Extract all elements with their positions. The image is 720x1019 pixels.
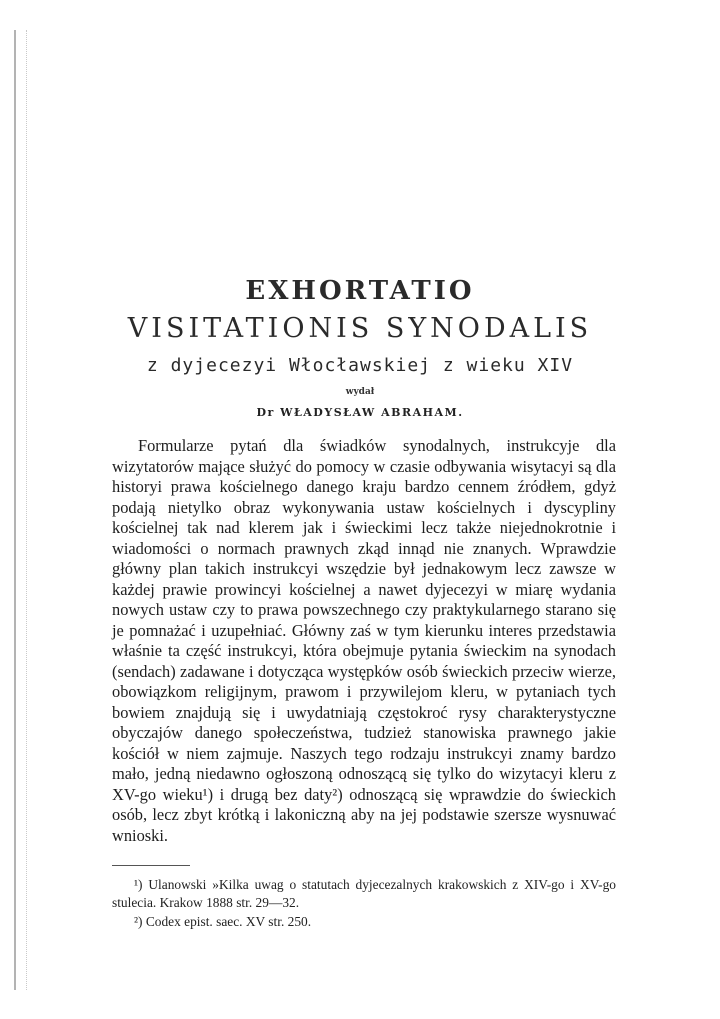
footnote-1: ¹) Ulanowski »Kilka uwag o statutach dyjecezalnych krakowskich z XIV-go i XV-go stulecia. Krakow 1888 str. 29—32. bbox=[112, 877, 616, 910]
footnote-divider bbox=[112, 865, 190, 866]
subtitle: z dyjecezyi Włocławskiej z wieku XIV bbox=[146, 355, 574, 376]
title-visitationis-synodalis: VISITATIONIS SYNODALIS bbox=[127, 313, 593, 344]
binding-edge bbox=[14, 30, 27, 990]
edited-by-label: wydał bbox=[345, 387, 375, 397]
title-exhortatio: EXHORTATIO bbox=[245, 276, 475, 306]
body-paragraph: Formularze pytań dla świadków synodalnych, instrukcyje dla wizytatorów mające służyć do pomocy w czasie odbywania wisytacyi są dla historyi prawa kościelnego danego kraju bardzo cennem źródłem, gdyż podają nietylko obraz wykonywania ustaw kościelnych i dyscypliny kościelnej tak nad klerem jak i świeckimi lecz także niejednokrotnie i wiadomości o normach prawnych zkąd innąd nie znanych. Wprawdzie główny plan takich instrukcyi wszędzie był jednakowym lecz zawsze w każdej prawie prowincyi kościelnej a nawet dyjecezyi w miarę wydania nowych ustaw czy to prawa powszechnego czy praktykularnego starano się je pomnażać i uzupełniać. Główny zaś w tym kierunku interes przedstawia właśnie ta część instrukcyi, która obejmuje pytania świeckim na synodach (sendach) zadawane i dotycząca występków osób świeckich przeciw wierze, obowiązkom religijnym, prawom i przywilejom kleru, w pytaniach tych bowiem znajdują się i uwydatniają częstokroć rysy charakterystyczne obyczajów danego społeczeństwa, tudzież stanowiska prawnego jakie kościół w niem zajmuje. Naszych tego rodzaju instrukcyi znamy bardzo mało, jedną niedawno ogłoszoną odnoszącą się tylko do wizytacyi kleru z XV-go wieku¹) i drugą bez daty²) odnoszącą się wprawdzie do świeckich osób, lecz zbyt krótką i lakoniczną aby na jej podstawie szersze wysnuwać wnioski. bbox=[112, 436, 616, 845]
author-name: Dr WŁADYSŁAW ABRAHAM. bbox=[256, 406, 464, 419]
footnote-2: ²) Codex epist. saec. XV str. 250. bbox=[134, 914, 312, 929]
